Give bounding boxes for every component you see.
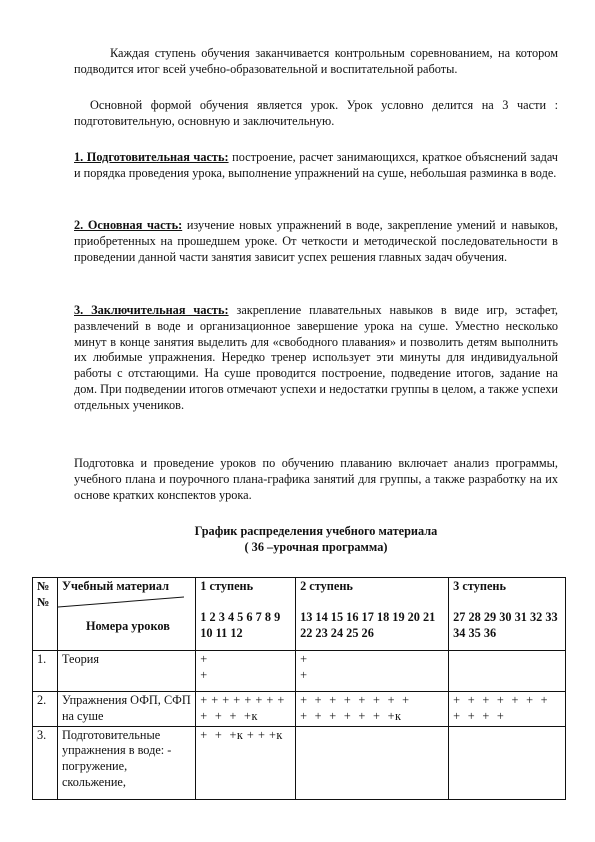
stage-2-marks [296, 651, 449, 692]
marks-line: + + + + + + + + [300, 693, 410, 707]
row-number: 3. [33, 726, 58, 799]
row-material: Подготовительные упражнения в воде: - погружение, скольжение, [57, 726, 195, 799]
preparatory-part-heading: 1. Подготовительная часть: [74, 150, 229, 164]
marks-line: + [200, 667, 208, 682]
stage-1-marks [196, 651, 296, 692]
schedule-table [32, 577, 566, 800]
paragraph-intro: Каждая ступень обучения заканчивается контрольным соревнованием, на котором подводится итог всей учебно-образовательной и воспитательной работы. [74, 46, 558, 76]
stage-3-marks [449, 726, 566, 799]
header-material: Учебный материал [61, 579, 170, 593]
table-header-row [33, 578, 566, 651]
marks-line: + [200, 652, 208, 666]
main-part-text: изучение новых упражнений в воде, закрепление умений и навыков, приобретенных на прошедшем уроке. От четкости и методической последовательности в проведении данной части занятия зависит успех решения главных задач обучения. [74, 218, 559, 264]
marks-line: + + + +к [200, 708, 258, 723]
header-number: № № [33, 578, 58, 651]
stage-1-marks [196, 692, 296, 727]
paragraph-final-part [74, 303, 558, 414]
header-lesson-numbers: Номера уроков [85, 619, 170, 633]
table-row [33, 651, 566, 692]
table-row [33, 692, 566, 727]
header-stage-2 [296, 578, 449, 651]
header-stage-1 [196, 578, 296, 651]
marks-line: + + + + [453, 708, 505, 723]
marks-line: + [300, 652, 308, 666]
row-number: 2. [33, 692, 58, 727]
header-stage-3 [449, 578, 566, 651]
paragraph-preparation: Подготовка и проведение уроков по обучению плаванию включает анализ программы, учебного плана и поурочного плана-графика занятий для группы, а также разработку на их основе кратких конспектов урока. [74, 456, 558, 502]
marks-line: + [300, 667, 308, 682]
paragraph-preparatory-part [74, 150, 558, 182]
stage-1-lessons: 1 2 3 4 5 6 7 8 9 10 11 12 [200, 609, 281, 640]
preparatory-part-text: построение, расчет занимающихся, краткое объяснений задач и порядка проведения урока, выполнение упражнений на суше, небольшая разминка в воде. [74, 150, 558, 180]
stage-2-lessons: 13 14 15 16 17 18 19 20 21 22 23 24 25 26 [300, 609, 436, 640]
final-part-text: закрепление плавательных навыков в виде игр, эстафет, развлечений в воде и организационное завершение урока на суше. Уместно несколько минут в конце занятия выделить для «свободного плавания» и позволить детям выполнить их любимые упражнения. Нередко тренер использует эти минуты для индивидуальной работы с отстающими. На суше проводится построение, подведение итогов, задание на дом. При подведении итогов отмечают успехи и недостатки группы в целом, а также успехи отдельных учеников. [74, 303, 558, 412]
marks-line: + + + + + + +к [300, 708, 402, 723]
header-material-cell [57, 578, 195, 651]
stage-3-lessons: 27 28 29 30 31 32 33 34 35 36 [453, 609, 558, 640]
stage-1-label: 1 ступень [200, 579, 254, 593]
stage-3-marks [449, 692, 566, 727]
paragraph-main-part [74, 218, 558, 265]
paragraph-lesson-form: Основной формой обучения является урок. Урок условно делится на 3 части : подготовительную, основную и заключительную. [74, 98, 558, 128]
marks-line: + + +к + + +к [200, 727, 283, 742]
final-part-heading: 3. Заключительная часть: [74, 303, 229, 317]
stage-2-marks [296, 726, 449, 799]
marks-line: + + + + + + + [453, 693, 549, 707]
stage-3-marks [449, 651, 566, 692]
main-part-heading: 2. Основная часть: [74, 218, 183, 232]
table-row [33, 726, 566, 799]
table-title [74, 524, 558, 556]
table-title-line2: ( 36 –урочная программа) [244, 539, 388, 554]
stage-1-marks [196, 726, 296, 799]
stage-2-marks [296, 692, 449, 727]
table-title-line1: График распределения учебного материала [194, 524, 438, 538]
row-material: Упражнения ОФП, СФП на суше [57, 692, 195, 727]
row-material: Теория [57, 651, 195, 692]
row-number: 1. [33, 651, 58, 692]
marks-line: + + + + + + + + [200, 693, 285, 707]
stage-3-label: 3 ступень [453, 579, 506, 593]
stage-2-label: 2 ступень [300, 579, 353, 593]
